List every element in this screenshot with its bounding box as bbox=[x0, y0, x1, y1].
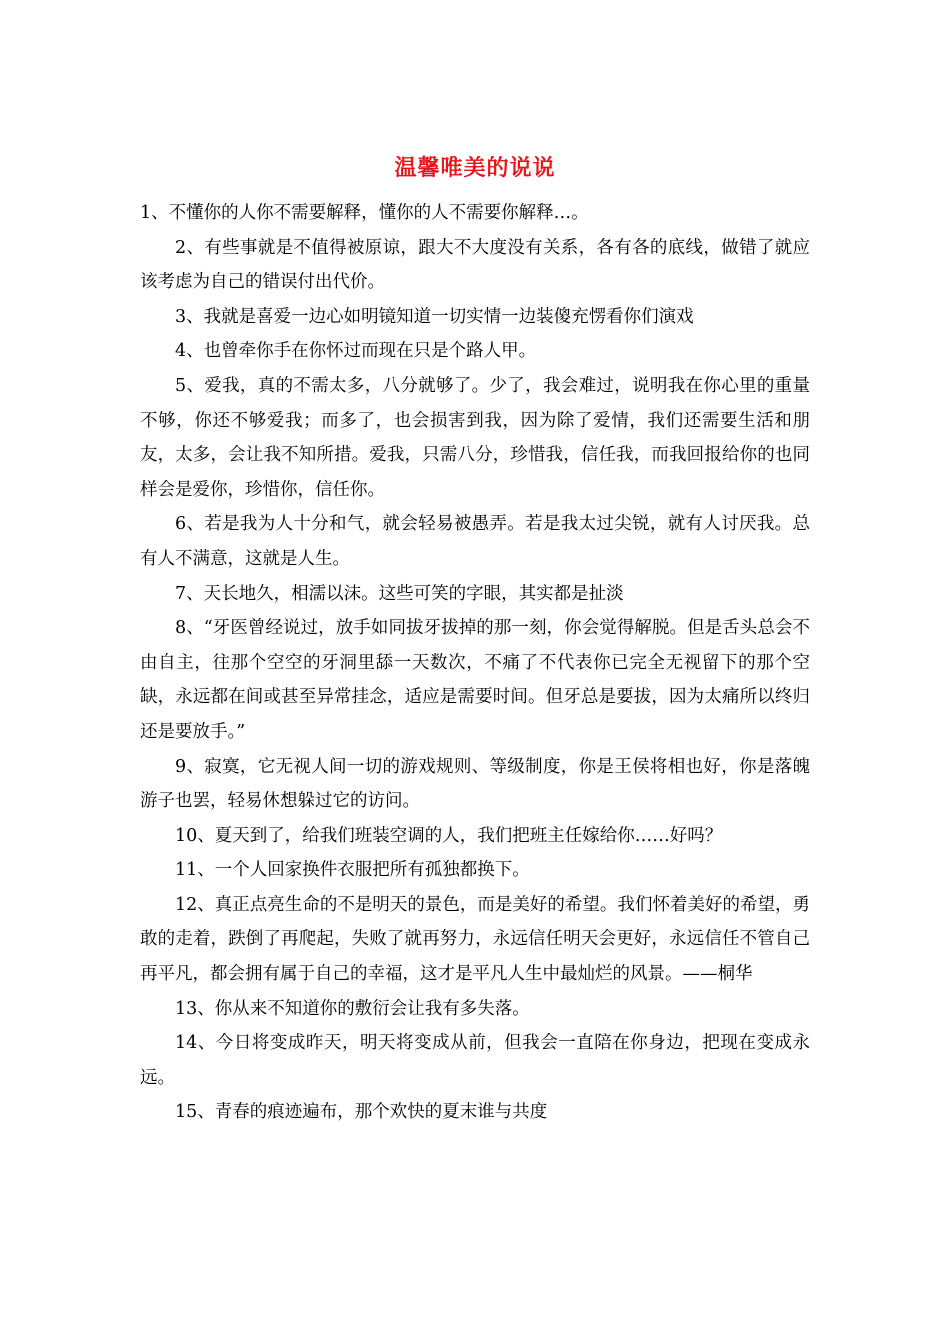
list-item: 8、“牙医曾经说过，放手如同拔牙拔掉的那一刻，你会觉得解脱。但是舌头总会不由自主，往那个空空的牙洞里舔一天数次，不痛了不代表你已完全无视留下的那个空缺，永远都在间或甚至异常挂念，适应是需要时间。但牙总是要拔，因为太痛所以终归还是要放手。” bbox=[140, 618, 810, 742]
list-item: 11、一个人回家换件衣服把所有孤独都换下。 bbox=[175, 860, 530, 881]
list-item: 10、夏天到了，给我们班装空调的人，我们把班主任嫁给你……好吗？ bbox=[175, 825, 723, 846]
document-body bbox=[140, 196, 810, 1130]
list-item: 12、真正点亮生命的不是明天的景色，而是美好的希望。我们怀着美好的希望，勇敢的走着，跌倒了再爬起，失败了就再努力，永远信任明天会更好，永远信任不管自己再平凡，都会拥有属于自己的幸福，这才是平凡人生中最灿烂的风景。——桐华 bbox=[140, 894, 810, 985]
list-item: 3、我就是喜爱一边心如明镜知道一切实情一边装傻充愣看你们演戏 bbox=[175, 306, 694, 327]
list-item: 1、不懂你的人你不需要解释，懂你的人不需要你解释…。 bbox=[140, 203, 589, 223]
list-item: 7、天长地久，相濡以沫。这些可笑的字眼，其实都是扯淡 bbox=[175, 583, 624, 604]
page-title: 温馨唯美的说说 bbox=[394, 155, 556, 181]
list-item: 14、今日将变成昨天，明天将变成从前，但我会一直陪在你身边，把现在变成永远。 bbox=[140, 1033, 810, 1088]
list-item: 4、也曾牵你手在你怀过而现在只是个路人甲。 bbox=[175, 341, 537, 362]
list-item: 9、寂寞，它无视人间一切的游戏规则、等级制度，你是王侯将相也好，你是落魄游子也罢，轻易休想躲过它的访问。 bbox=[140, 756, 810, 812]
list-item: 15、青春的痕迹遍布，那个欢快的夏末谁与共度 bbox=[175, 1102, 548, 1123]
list-item: 2、有些事就是不值得被原谅，跟大不大度没有关系，各有各的底线，做错了就应该考虑为自己的错误付出代价。 bbox=[140, 237, 810, 293]
list-item: 13、你从来不知道你的敷衍会让我有多失落。 bbox=[175, 998, 530, 1019]
list-item: 6、若是我为人十分和气，就会轻易被愚弄。若是我太过尖锐，就有人讨厌我。总有人不满意，这就是人生。 bbox=[140, 514, 810, 569]
list-item: 5、爱我，真的不需太多，八分就够了。少了，我会难过，说明我在你心里的重量不够，你还不够爱我；而多了，也会损害到我，因为除了爱情，我们还需要生活和朋友，太多，会让我不知所措。爱我，只需八分，珍惜我，信任我，而我回报给你的也同样会是爱你，珍惜你，信任你。 bbox=[140, 375, 810, 500]
